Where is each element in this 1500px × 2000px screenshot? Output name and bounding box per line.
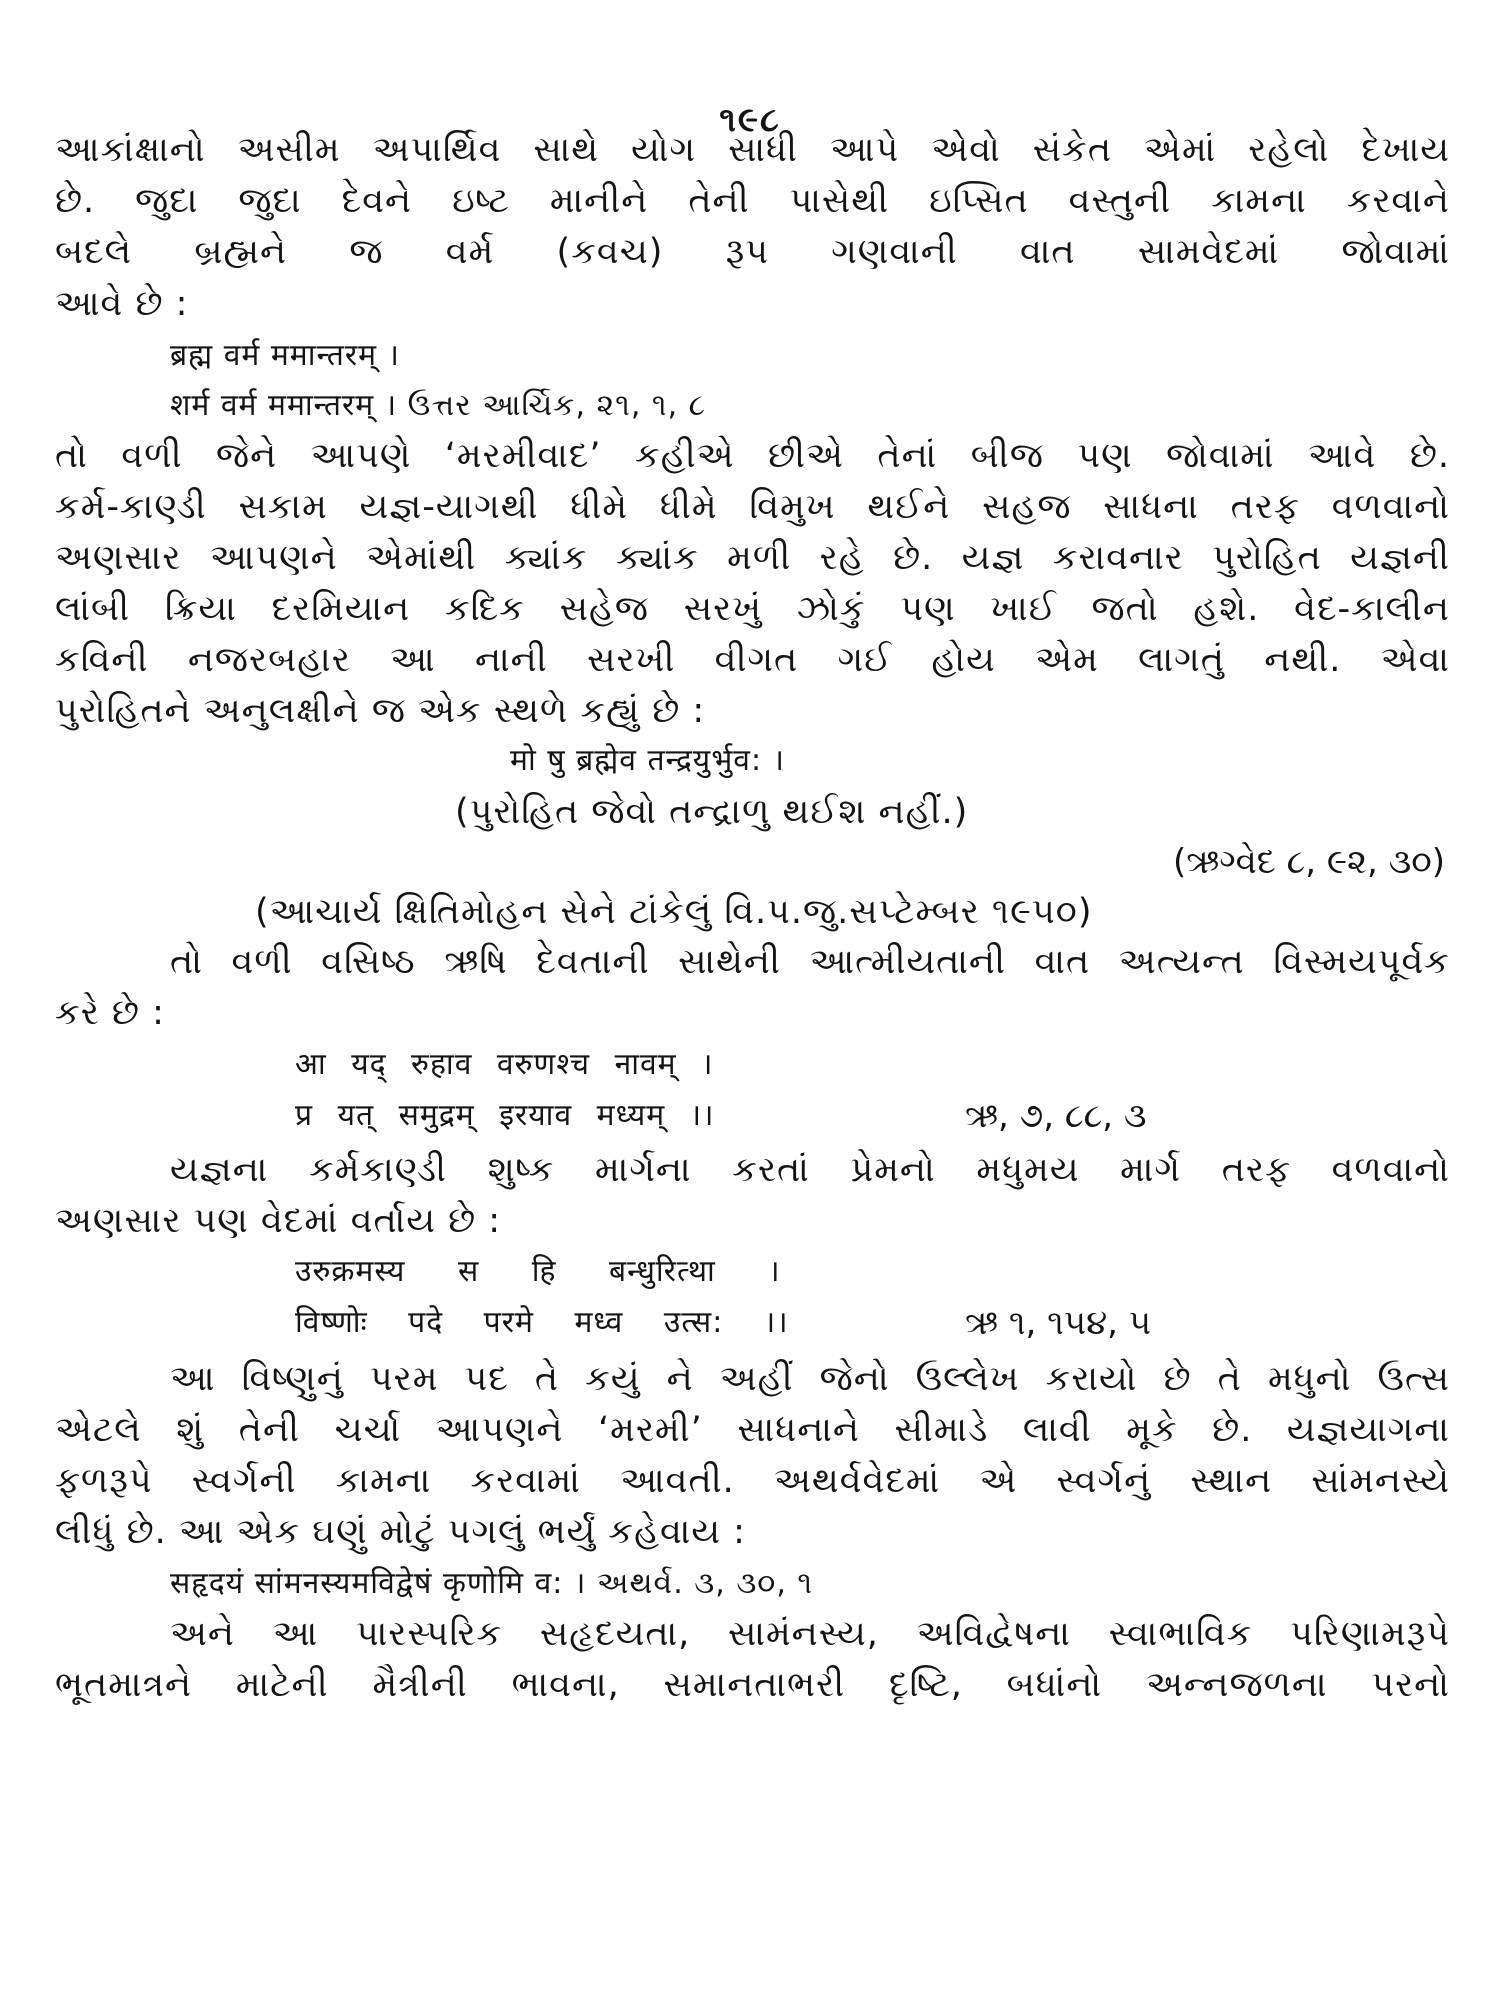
- paragraph-3-line-1: તો વળી વસિષ્ઠ ઋષિ દેવતાની સાથેની આત્મીયતાની વાત અત્યન્ત વિસ્મયપૂર્વક: [170, 942, 1450, 982]
- verse-2-reference: (ઋગ્વેદ ૮, ૯૨, ૩૦): [1173, 842, 1445, 882]
- paragraph-2-line-5: કવિની નજરબહાર આ નાની સરખી વીગત ગઈ હોય એમ લાગતું નથી. એવા: [55, 640, 1450, 680]
- paragraph-2-line-1: તો વળી જેને આપણે ‘મરમીવાદ’ કહીએ છીએ તેનાં બીજ પણ જોવામાં આવે છે.: [55, 436, 1450, 476]
- paragraph-1-line-2: છે. જુદા જુદા દેવને ઇષ્ટ માનીને તેની પાસેથી ઇપ્સિત વસ્તુની કામના કરવાને: [55, 181, 1450, 221]
- verse-3-line-2: प्र यत् समुद्रम् इरयाव मध्यम् ।।: [295, 1098, 715, 1133]
- verse-4-line-2: विष्णोः पदे परमे मध्व उत्स: ।।: [295, 1305, 789, 1340]
- paragraph-1-line-4: આવે છે :: [55, 284, 189, 324]
- verse-4-line-1: उरुक्रमस्य स हि बन्धुरित्था ।: [295, 1254, 781, 1289]
- paragraph-5-line-4: લીધું છે. આ એક ઘણું મોટું પગલું ભર્યું કહેવાય :: [55, 1512, 746, 1552]
- paragraph-5-line-2: એટલે શું તેની ચર્ચા આપણને ‘મરમી’ સાધનાને સીમાડે લાવી મૂકે છે. યજ્ઞયાગના: [55, 1410, 1450, 1450]
- verse-4-reference: ઋ ૧, ૧૫૪, ૫: [965, 1303, 1152, 1343]
- verse-3-reference: ઋ, ૭, ૮૮, ૩: [965, 1096, 1147, 1136]
- paragraph-6-line-2: ભૂતમાત્રને માટેની મૈત્રીની ભાવના, સમાનતાભરી દૃષ્ટિ, બધાંનો અન્નજળના પરનો: [55, 1665, 1450, 1705]
- paragraph-1-line-3: બદલે બ્રહ્મને જ વર્મ (કવચ) રૂપ ગણવાની વાત સામવેદમાં જોવામાં: [55, 232, 1450, 272]
- verse-5: सहृदयं सांमनस्यमविद्वेषं कृणोमि व: । અથર્વ. ૩, ૩૦, ૧: [170, 1566, 814, 1601]
- verse-2-gloss: (પુરોહિત જેવો તન્દ્રાળુ થઈશ નહીં.): [455, 792, 969, 832]
- paragraph-6-line-1: અને આ પારસ્પરિક સહૃદયતા, સામંનસ્ય, અવિદ્વેષના સ્વાભાવિક પરિણામરૂપે: [170, 1614, 1450, 1654]
- paragraph-1-line-1: આકાંક્ષાનો અસીમ અપાર્થિવ સાથે યોગ સાધી આપે એવો સંકેત એમાં રહેલો દેખાય: [55, 130, 1450, 170]
- paragraph-2-line-4: લાંબી ક્રિયા દરમિયાન કદિક સહેજ સરખું ઝોકું પણ ખાઈ જતો હશે. વેદ-કાલીન: [55, 589, 1450, 629]
- source-note: (આચાર્ય ક્ષિતિમોહન સેને ટાંકેલું વિ.પ.જુ.સપ્ટેમ્બર ૧૯૫૦): [255, 892, 1093, 932]
- verse-2: मो षु ब्रह्मेव तन्द्रयुर्भुव: ।: [510, 743, 785, 778]
- paragraph-2-line-3: અણસાર આપણને એમાંથી ક્યાંક ક્યાંક મળી રહે છે. યજ્ઞ કરાવનાર પુરોહિત યજ્ઞની: [55, 538, 1450, 578]
- verse-1-line-1: ब्रह्म वर्म ममान्तरम् ।: [170, 338, 400, 373]
- verse-3-line-1: आ यद् रुहाव वरुणश्च नावम् ।: [295, 1047, 714, 1082]
- paragraph-2-line-2: કર્મ-કાણ્ડી સકામ યજ્ઞ-યાગથી ધીમે ધીમે વિમુખ થઈને સહજ સાધના તરફ વળવાનો: [55, 487, 1450, 527]
- verse-1-line-2: शर्म वर्म ममान्तरम् । ઉત્તર આર્ચિક, ૨૧, ૧, ૮: [170, 388, 707, 423]
- paragraph-4-line-2: અણસાર પણ વેદમાં વર્તાય છે :: [55, 1201, 502, 1241]
- page-number: ૧૯૮: [719, 100, 781, 140]
- paragraph-5-line-3: ફળરૂપે સ્વર્ગની કામના કરવામાં આવતી. અથર્વવેદમાં એ સ્વર્ગનું સ્થાન સાંમનસ્યે: [55, 1461, 1450, 1501]
- paragraph-4-line-1: યજ્ઞના કર્મકાણ્ડી શુષ્ક માર્ગના કરતાં પ્રેમનો મધુમય માર્ગ તરફ વળવાનો: [170, 1150, 1450, 1190]
- paragraph-2-line-6: પુરોહિતને અનુલક્ષીને જ એક સ્થળે કહ્યું છે :: [55, 691, 706, 731]
- paragraph-5-line-1: આ વિષ્ણુનું પરમ પદ તે કયું ને અહીં જેનો ઉલ્લેખ કરાયો છે તે મધુનો ઉત્સ: [170, 1359, 1450, 1399]
- paragraph-3-line-2: કરે છે :: [55, 993, 165, 1033]
